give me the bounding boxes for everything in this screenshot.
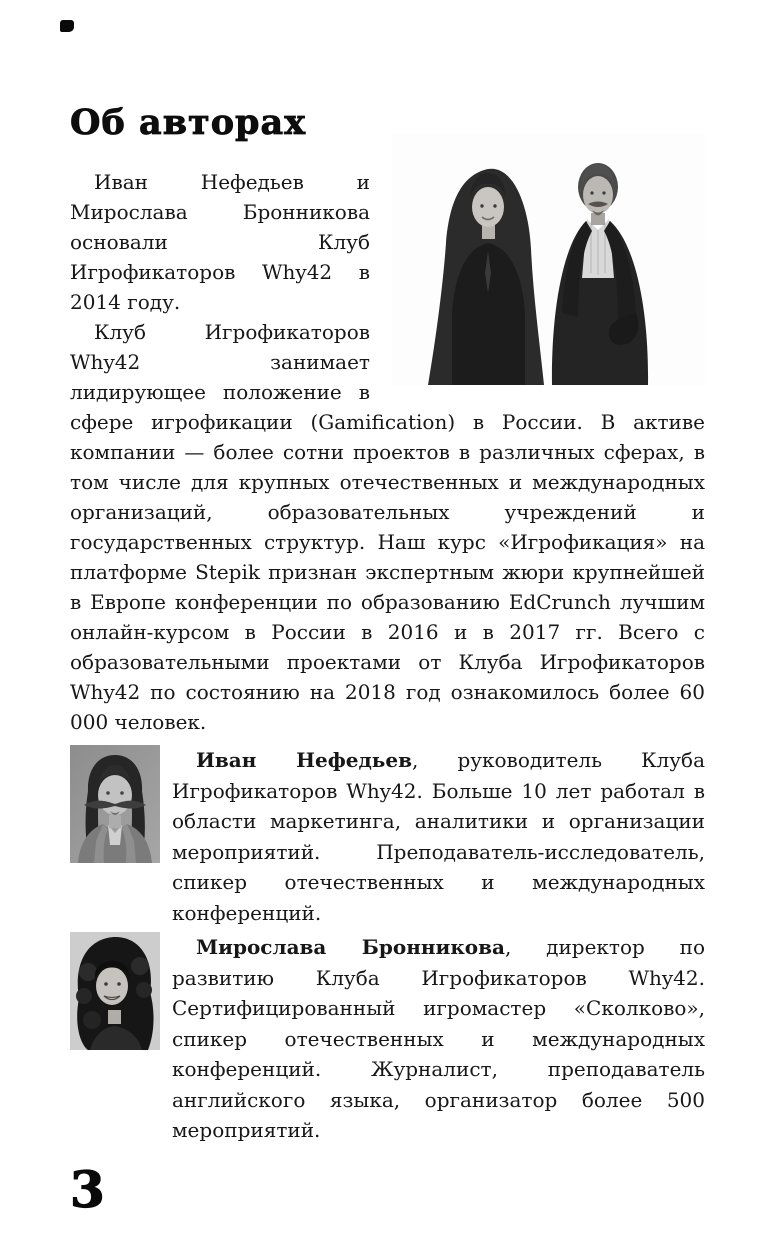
author-bio-body: , директор по развитию Клуба Игрофикаторов Why42. Сертифицированный игромастер «Сколково», спикер отечественных и международных конференций. Журналист, преподаватель английского языка, организатор более 500 мероприятий. [172,935,705,1142]
author-bio-ivan [70,745,705,928]
author-bio-miroslava [70,932,705,1146]
author-bio-text [172,745,705,928]
miroslava-bronnikova-portrait-image [70,932,160,1050]
corner-print-mark [60,20,74,32]
authors-couple-photo [392,133,705,385]
page-number: 3 [70,1160,105,1219]
author-bio-text [172,932,705,1146]
author-name: Иван Нефедьев [196,748,412,772]
ivan-nefedyev-portrait-image [70,745,160,863]
author-name: Мирослава Бронникова [196,935,505,959]
author-bio-body: , руководитель Клуба Игрофикаторов Why42. Больше 10 лет работал в области маркетинга, аналитики и организации мероприятий. Преподаватель-исследователь, спикер отечественных и международных конференций. [172,748,705,925]
miroslava-bronnikova-portrait [70,932,160,1050]
authors-couple-photo-image [392,133,705,385]
ivan-nefedyev-portrait [70,745,160,863]
page-content [70,102,705,1146]
page-title: Об авторах [70,102,307,143]
intro-paragraph-2: Клуб Игрофикаторов Why42 занимает лидирующее положение в сфере игрофикации (Gamification) в России. В активе компании — более сотни проектов в различных сферах, в том числе для крупных отечественных и международных организаций, образовательных учреждений и государственных структур. Наш курс «Игрофикация» на платформе Stepik признан экспертным жюри крупнейшей в Европе конференции по образованию EdCrunch лучшим онлайн-курсом в России в 2016 и в 2017 гг. Всего с образовательными проектами от Клуба Игрофикаторов Why42 по состоянию на 2018 год ознакомилось более 60 000 человек. [70,320,705,734]
intro-paragraph-1: Иван Нефедьев и Мирослава Бронникова основали Клуб Игрофикаторов Why42 в 2014 году. [70,170,370,314]
